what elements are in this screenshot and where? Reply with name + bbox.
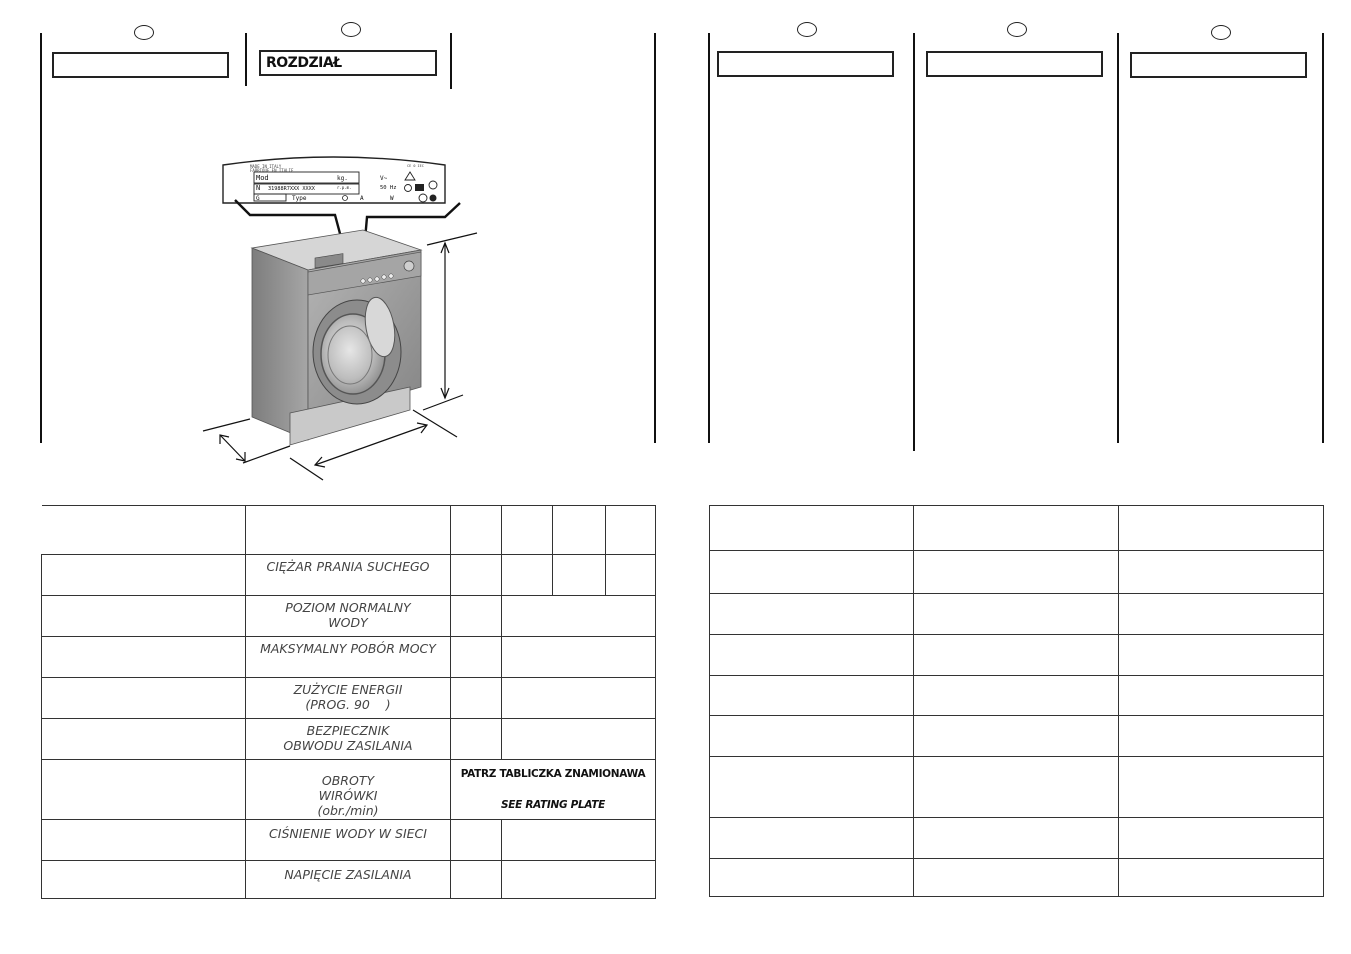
table-row	[710, 676, 1324, 716]
left-margin-rule	[40, 33, 42, 443]
table-row	[42, 719, 656, 760]
plate-type: Type	[292, 195, 307, 202]
table-row	[42, 760, 656, 820]
plate-hz: 50 Hz	[380, 185, 397, 191]
language-flag-icon	[797, 22, 817, 37]
right-margin-rule	[654, 33, 656, 443]
plate-serial: 31988R7XXX XXXX	[268, 186, 315, 192]
spec-label: MAKSYMALNY POBÓR MOCY	[246, 637, 451, 678]
spec-label: OBROTY WIRÓWKI (obr./min)	[246, 760, 451, 820]
table-row	[42, 820, 656, 861]
language-flag-icon	[341, 22, 361, 37]
svg-text:CE 0 IEC: CE 0 IEC	[407, 164, 424, 168]
column-rule	[913, 33, 915, 451]
table-row	[710, 551, 1324, 594]
table-header-row	[42, 506, 656, 555]
table-row	[42, 678, 656, 719]
language-flag-icon	[134, 25, 154, 40]
chapter-box	[926, 51, 1103, 77]
plate-rpm: r.p.m.	[337, 185, 352, 190]
spec-table	[41, 505, 656, 899]
header-divider	[245, 33, 247, 86]
column-rule	[1322, 33, 1324, 443]
plate-text: MADE IN ITALY	[250, 164, 282, 169]
table-row	[42, 555, 656, 596]
spec-label: CIĘŻAR PRANIA SUCHEGO	[246, 555, 451, 596]
table-header-row	[710, 506, 1324, 551]
table-row	[42, 637, 656, 678]
table-row	[710, 594, 1324, 635]
plate-mod: Mod	[256, 174, 269, 182]
table-row	[710, 818, 1324, 859]
approval-mark-icon	[430, 195, 437, 202]
table-row	[710, 635, 1324, 676]
table-row	[710, 757, 1324, 818]
language-flag-icon	[1007, 22, 1027, 37]
rating-note: PATRZ TABLICZKA ZNAMIONAWA	[460, 768, 646, 780]
plate-text: FABRIQUE EN ITALIE	[250, 168, 294, 173]
chapter-box	[717, 51, 894, 77]
plate-a: A	[360, 195, 364, 202]
washing-machine	[252, 230, 421, 445]
spec-table-right	[709, 505, 1324, 897]
table-row	[710, 716, 1324, 757]
table-row	[710, 859, 1324, 897]
chapter-label: ROZDZIAŁ	[266, 55, 342, 71]
spec-label: POZIOM NORMALNY WODY	[246, 596, 451, 637]
rating-note: SEE RATING PLATE	[501, 798, 605, 811]
rating-note-cell	[451, 760, 656, 820]
spec-label: ZUŻYCIE ENERGII (PROG. 90 )	[246, 678, 451, 719]
plate-kg: kg.	[337, 175, 348, 182]
program-knob-icon	[404, 261, 414, 271]
plate-n: N	[256, 184, 261, 192]
approval-mark-icon	[415, 184, 424, 191]
spec-label: BEZPIECZNIK OBWODU ZASILANIA	[246, 719, 451, 760]
table-row	[42, 861, 656, 899]
rating-plate	[223, 157, 445, 203]
table-row	[42, 596, 656, 637]
chapter-box	[259, 50, 437, 76]
column-rule	[1117, 33, 1119, 443]
chapter-box	[52, 52, 229, 78]
plate-g: G	[256, 195, 260, 202]
plate-v: V~	[380, 175, 388, 182]
header-divider	[450, 33, 452, 89]
spec-label: NAPIĘCIE ZASILANIA	[246, 861, 451, 899]
plate-w: W	[390, 195, 394, 202]
chapter-box	[1130, 52, 1307, 78]
spec-label: CIŚNIENIE WODY W SIECI	[246, 820, 451, 861]
column-rule	[708, 33, 710, 443]
language-flag-icon	[1211, 25, 1231, 40]
washing-machine-illustration	[195, 155, 485, 485]
